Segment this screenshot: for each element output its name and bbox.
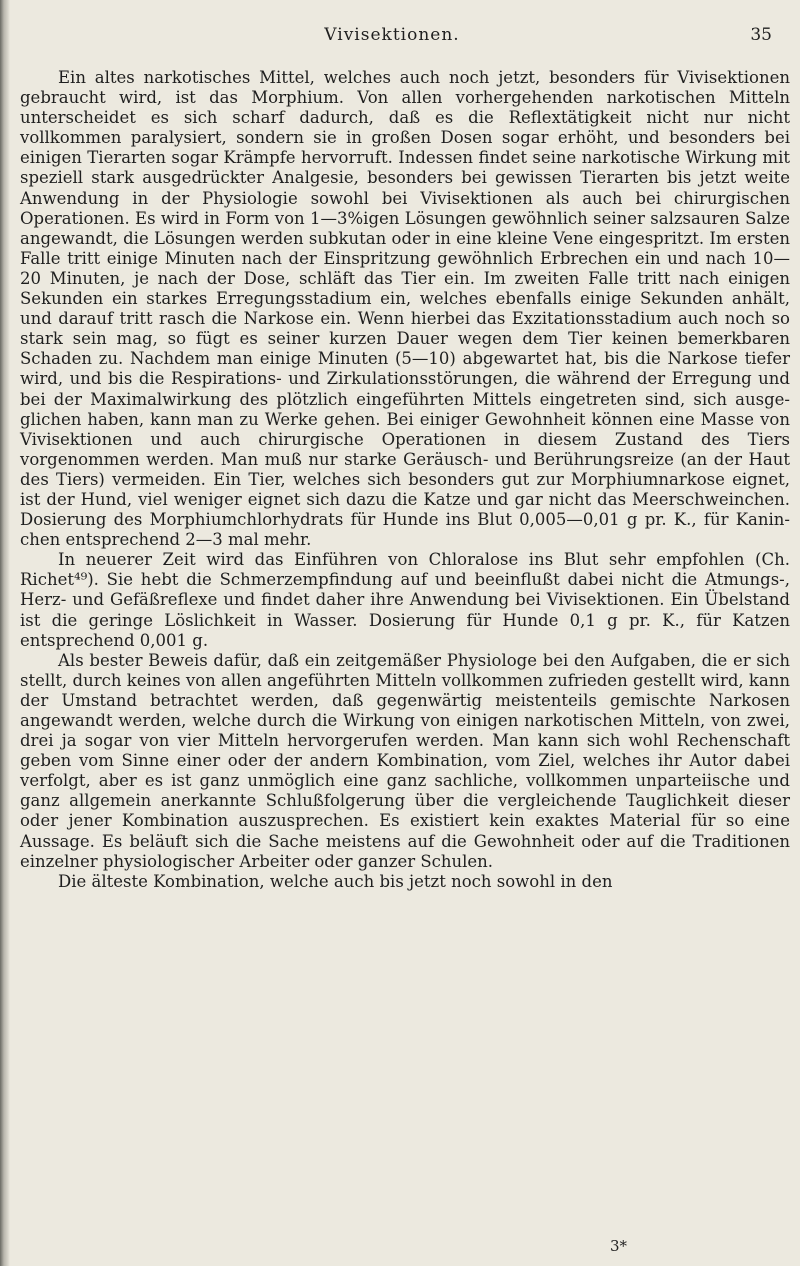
- paragraph-morphium: Ein altes narkotisches Mittel, welches auch noch jetzt, besonders für Vivisektionen gebraucht wird, ist das Morphium. Von allen vorhergehenden narkotischen Mitteln unterscheidet es sich scharf dadurch, daß es die Reflextätigkeit nicht nur nicht vollkommen paralysiert, sondern sie in großen Dosen sogar erhöht, und besonders bei einigen Tierarten sogar Krämpfe hervorruft. Indessen findet seine narkotische Wirkung mit speziell stark ausgedrückter Analgesie, besonders bei gewissen Tierarten bis jetzt weite Anwendung in der Physiologie sowohl bei Vivisektionen als auch bei chirurgischen Operationen. Es wird in Form von 1—3%igen Lösungen gewöhnlich seiner salzsauren Salze angewandt, die Lösungen werden subkutan oder in eine kleine Vene eingespritzt. Im ersten Falle tritt einige Minuten nach der Einspritzung gewöhnlich Erbrechen ein und nach 10—20 Minuten, je nach der Dose, schläft das Tier ein. Im zweiten Falle tritt nach einigen Sekunden ein starkes Erregungsstadium ein, welches ebenfalls einige Sekunden anhält, und darauf tritt rasch die Narkose ein. Wenn hierbei das Exzitationsstadium auch noch so stark sein mag, so fügt es seiner kurzen Dauer wegen dem Tier keinen bemerkbaren Schaden zu. Nachdem man einige Minuten (5—10) abgewartet hat, bis die Narkose tiefer wird, und bis die Respirations- und Zirkulationsstörungen, die während der Erregung und bei der Maximalwirkung des plötzlich eingeführten Mittels eingetreten sind, sich ausgeglichen haben, kann man zu Werke gehen. Bei einiger Gewohnheit können eine Masse von Vivisektionen und auch chirurgische Operationen in diesem Zustand des Tiers vorgenommen werden. Man muß nur starke Geräusch- und Berührungsreize (an der Haut des Tiers) vermeiden. Ein Tier, welches sich besonders gut zur Morphiumnarkose eignet, ist der Hund, viel weniger eignet sich dazu die Katze und gar nicht das Meerschweinchen. Dosierung des Morphiumchlorhydrats für Hunde ins Blut 0,005—0,01 g pr. K., für Kaninchen entsprechend 2—3 mal mehr.: [20, 68, 790, 550]
- paragraph-chloralose: In neuerer Zeit wird das Einführen von Chloralose ins Blut sehr empfohlen (Ch. Richet⁴⁹). Sie hebt die Schmerzempfindung auf und beeinflußt dabei nicht die Atmungs-, Herz- und Gefäßreflexe und findet daher ihre Anwendung bei Vivisektionen. Ein Übelstand ist die geringe Löslichkeit in Wasser. Dosierung für Hunde 0,1 g pr. K., für Katzen entsprechend 0,001 g.: [20, 550, 790, 650]
- paragraph-gemischte-narkosen: Als bester Beweis dafür, daß ein zeitgemäßer Physiologe bei den Aufgaben, die er sich stellt, durch keines von allen angeführten Mitteln vollkommen zufrieden gestellt wird, kann der Umstand betrachtet werden, daß gegenwärtig meistenteils gemischte Narkosen angewandt werden, welche durch die Wirkung von einigen narkotischen Mitteln, von zwei, drei ja sogar von vier Mitteln hervorgerufen werden. Man kann sich wohl Rechenschaft geben vom Sinne einer oder der andern Kombination, vom Ziel, welches ihr Autor dabei verfolgt, aber es ist ganz unmöglich eine ganz sachliche, vollkommen unparteiische und ganz allgemein anerkannte Schlußfolgerung über die vergleichende Tauglichkeit dieser oder jener Kombination auszusprechen. Es existiert kein exaktes Material für so eine Aussage. Es beläuft sich die Sache meistens auf die Gewohnheit oder auf die Traditionen einzelner physiologischer Arbeiter oder ganzer Schulen.: [20, 650, 790, 871]
- body-text: [20, 68, 790, 892]
- page-binding-edge: [0, 0, 10, 1266]
- paragraph-aelteste-kombination: Die älteste Kombination, welche auch bis jetzt noch sowohl in den: [58, 871, 613, 891]
- printer-signature: 3*: [610, 1237, 628, 1255]
- running-title: Vivisektionen.: [324, 25, 460, 45]
- page-number: 35: [750, 25, 772, 45]
- page-header: [0, 25, 800, 51]
